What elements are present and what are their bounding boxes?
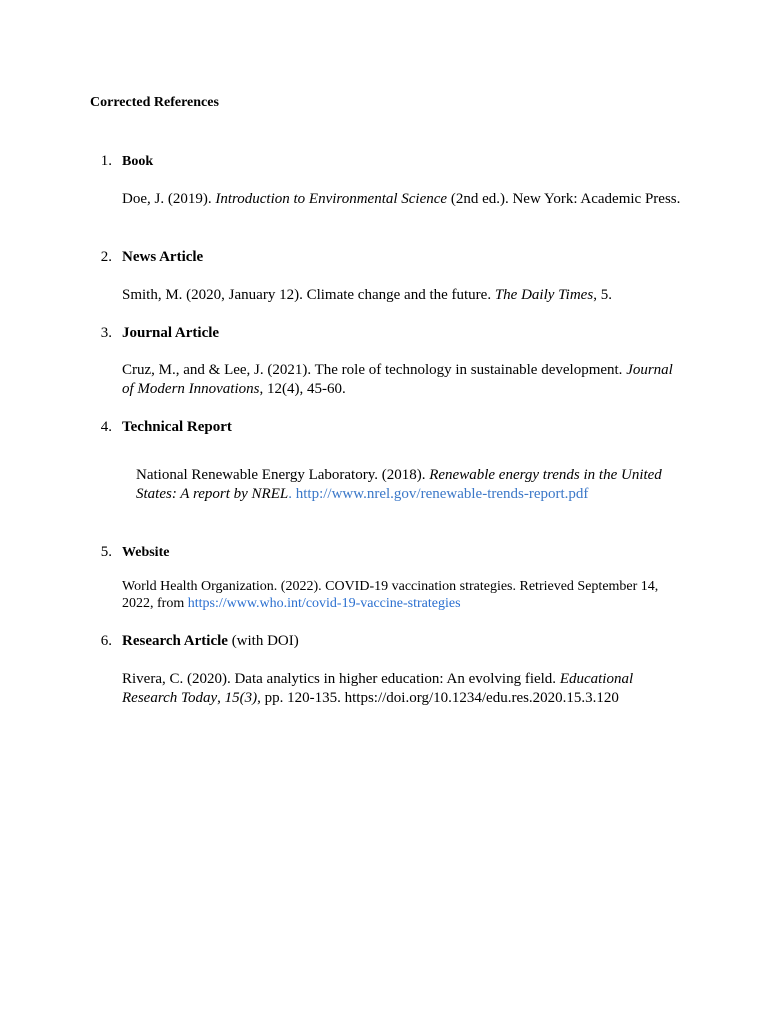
reference-heading: News Article xyxy=(122,249,204,265)
reference-citation: Doe, J. (2019). Introduction to Environmental Science (2nd ed.). New York: Academic Press. xyxy=(122,191,681,207)
reference-number: 1. xyxy=(100,153,112,169)
website-url-link[interactable]: https://www.who.int/covid-19-vaccine-strategies xyxy=(187,596,461,611)
reference-heading: Book xyxy=(122,154,154,169)
reference-citation: Rivera, C. (2020). Data analytics in higher education: An evolving field. Educational Research Today, 15(3), pp. 120-135. https://doi.org/10.1234/edu.res.2020.15.3.120 xyxy=(122,671,634,706)
reference-number: 3. xyxy=(100,325,112,341)
reference-number: 4. xyxy=(100,419,112,435)
reference-heading: Research Article (with DOI) xyxy=(122,633,299,649)
reference-citation: National Renewable Energy Laboratory. (2018). Renewable energy trends in the United States: A report by NREL. http://www.nrel.gov/renewable-trends-report.pdf xyxy=(136,467,662,502)
reference-number: 5. xyxy=(100,544,112,560)
reference-citation: World Health Organization. (2022). COVID-19 vaccination strategies. Retrieved September 14, 2022, from https://www.who.int/covid-19-vaccine-strategies xyxy=(122,579,659,611)
report-url-link[interactable]: http://www.nrel.gov/renewable-trends-report.pdf xyxy=(295,486,589,502)
reference-number: 2. xyxy=(100,249,112,265)
reference-citation: Cruz, M., and & Lee, J. (2021). The role of technology in sustainable development. Journal of Modern Innovations, 12(4), 45-60. xyxy=(122,362,673,397)
reference-number: 6. xyxy=(100,633,112,649)
reference-citation: Smith, M. (2020, January 12). Climate change and the future. The Daily Times, 5. xyxy=(122,287,612,303)
reference-heading: Website xyxy=(122,545,170,560)
reference-heading: Technical Report xyxy=(122,419,232,435)
reference-heading: Journal Article xyxy=(122,325,220,341)
page-title: Corrected References xyxy=(90,95,219,110)
